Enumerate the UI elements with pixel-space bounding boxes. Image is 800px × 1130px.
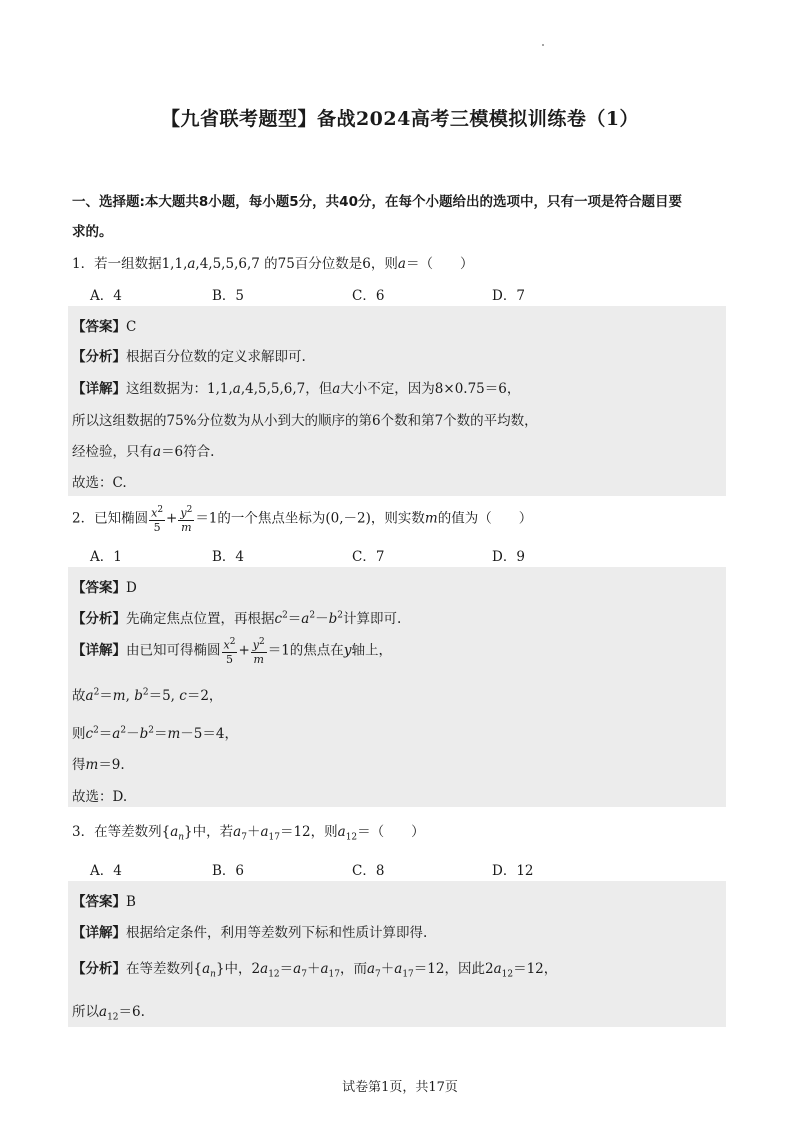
q3-final: 所以$a_{12}=6$.	[72, 1004, 145, 1023]
q2-analysis: 【分析】先确定焦点位置，再根据$c^2=a^2-b^2$计算即可.	[72, 610, 402, 627]
q1-detail-2: 所以这组数据的75%分位数为从小到大的顺序的第6个数和第7个数的平均数，	[72, 413, 538, 429]
q1-analysis: 【分析】根据百分位数的定义求解即可.	[72, 349, 306, 365]
q1-stem: 1．若一组数据1,1,a,4,5,5,6,7 的75百分位数是6，则a＝（ ）	[72, 256, 474, 272]
q3-option-a: A．4	[90, 863, 122, 879]
q3-answer: 【答案】B	[72, 894, 136, 910]
q1-option-c: C．6	[352, 288, 385, 304]
q1-answer: 【答案】C	[72, 319, 137, 335]
q3-option-b: B．6	[212, 863, 245, 879]
q3-detail: 【详解】根据给定条件，利用等差数列下标和性质计算即得.	[72, 925, 428, 941]
section-heading-cont: 求的。	[72, 224, 113, 240]
q3-analysis: 【分析】在等差数列$\{a_n\}$中，$2a_{12}=a_7+a_{17}$，而$a_7+a_{17}=12$，因此$2a_{12}=12$，	[72, 961, 558, 980]
q3-option-d: D．12	[492, 863, 534, 879]
q3-option-c: C．8	[352, 863, 385, 879]
q3-solution-box	[68, 881, 726, 1027]
q3-stem: 3．在等差数列$\{a_n\}$中，若$a_7+a_{17}=12$，则$a_{12}=$（ ）	[72, 824, 425, 843]
q2-option-a: A．1	[90, 549, 122, 565]
q1-option-d: D．7	[492, 288, 525, 304]
q2-detail-5: 故选：D.	[72, 789, 128, 805]
q2-detail-1: 【详解】由已知可得椭圆 $\frac{x^2}{5}$ + $\frac{y^2}{m}$ ＝1的焦点在y轴上，	[72, 637, 392, 666]
page-footer: 试卷第1页，共17页	[342, 1080, 458, 1095]
q1-option-b: B．5	[212, 288, 245, 304]
q1-detail-3: 经检验，只有a＝6符合.	[72, 444, 215, 460]
scan-dot	[542, 44, 544, 46]
q2-option-d: D．9	[492, 549, 525, 565]
q1-option-a: A．4	[90, 288, 122, 304]
q1-detail-1: 【详解】这组数据为：1,1,a,4,5,5,6,7，但a大小不定，因为8×0.75＝6，	[72, 381, 521, 397]
q2-stem: 2．已知椭圆 $\frac{x^2}{5}$ + $\frac{y^2}{m}$ ＝1的一个焦点坐标为(0,－2)，则实数m的值为（ ）	[72, 505, 533, 534]
q1-detail-4: 故选：C.	[72, 475, 127, 491]
q1-solution-box	[68, 306, 726, 496]
q2-detail-3: 则$c^2=a^2-b^2=m-5=4$，	[72, 725, 238, 742]
q2-detail-2: 故$a^2=m$, $b^2=5$, c＝2，	[72, 687, 223, 704]
q2-option-c: C．7	[352, 549, 385, 565]
section-heading: 一、选择题:本大题共8小题，每小题5分，共40分，在每个小题给出的选项中，只有一项是符合题目要	[72, 194, 682, 210]
q2-detail-4: 得m＝9.	[72, 757, 125, 773]
page-title: 【九省联考题型】备战2024高考三模模拟训练卷（1）	[160, 108, 640, 130]
q2-option-b: B．4	[212, 549, 245, 565]
q2-answer: 【答案】D	[72, 580, 137, 596]
